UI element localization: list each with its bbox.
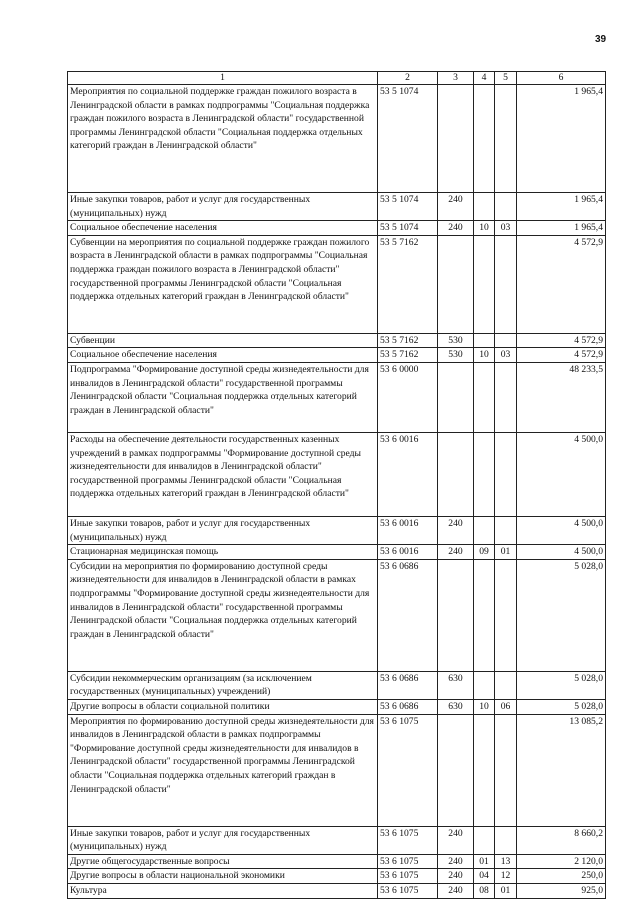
row-section: 10 [474,348,495,363]
table-row [68,826,606,854]
row-amount: 4 572,9 [517,348,606,363]
row-name: Субсидии на мероприятия по формированию доступной среды жизнедеятельности для инвалидов в Ленинградской области в рамках подпрограммы "Формирование доступной среды жизнедеятельности для инвалидов в Ленинградской области" государственной программы Ленинградской области "Социальная поддержка отдельных категорий граждан в Ленинградской области" [68,559,378,671]
row-code: 53 6 0016 [378,516,438,544]
table-row [68,235,606,333]
table-row [68,714,606,826]
row-name: Мероприятия по социальной поддержке граждан пожилого возраста в Ленинградской области в рамках подпрограммы "Социальная поддержка граждан пожилого возраста в Ленинградской области" государственной программы Ленинградской области "Социальная поддержка отдельных категорий граждан в Ленинградской области" [68,85,378,193]
row-expense-type: 530 [438,348,474,363]
row-code: 53 6 0686 [378,671,438,699]
row-name: Расходы на обеспечение деятельности государственных казенных учреждений в рамках подпрограммы "Формирование доступной среды жизнедеятельности для инвалидов в Ленинградской области" государственной программы Ленинградской области "Социальная поддержка отдельных категорий граждан в Ленинградской области" [68,432,378,516]
table-row [68,516,606,544]
row-code: 53 6 1075 [378,883,438,898]
table-row [68,699,606,714]
row-code: 53 5 1074 [378,85,438,193]
row-code: 53 5 1074 [378,193,438,221]
row-name: Стационарная медицинская помощь [68,545,378,560]
row-amount: 4 572,9 [517,333,606,348]
row-expense-type [438,559,474,671]
table-row [68,348,606,363]
table-row [68,854,606,869]
row-section [474,235,495,333]
row-amount: 1 965,4 [517,193,606,221]
row-expense-type [438,235,474,333]
row-subsection [495,516,517,544]
row-amount: 1 965,4 [517,85,606,193]
row-amount: 5 028,0 [517,671,606,699]
row-amount: 250,0 [517,869,606,884]
row-subsection [495,432,517,516]
header-section: 4 [474,72,495,85]
table-row [68,559,606,671]
row-subsection [495,193,517,221]
row-section: 10 [474,699,495,714]
header-amount: 6 [517,72,606,85]
row-name: Мероприятия по формированию доступной среды жизнедеятельности для инвалидов в Ленинградской области в рамках подпрограммы "Формирование доступной среды жизнедеятельности для инвалидов в Ленинградской области" государственной программы Ленинградской области "Социальная поддержка отдельных категорий граждан в Ленинградской области" [68,714,378,826]
row-amount: 5 028,0 [517,559,606,671]
row-expense-type: 240 [438,869,474,884]
row-subsection [495,714,517,826]
table-row [68,362,606,432]
row-name: Субвенции [68,333,378,348]
row-expense-type [438,432,474,516]
row-name: Социальное обеспечение населения [68,221,378,236]
row-expense-type: 240 [438,883,474,898]
header-expense-type: 3 [438,72,474,85]
row-amount: 4 500,0 [517,545,606,560]
row-section: 10 [474,221,495,236]
row-expense-type [438,714,474,826]
row-code: 53 6 0686 [378,559,438,671]
row-name: Другие вопросы в области социальной политики [68,699,378,714]
row-code: 53 5 1074 [378,221,438,236]
table-row [68,221,606,236]
row-amount: 48 233,5 [517,362,606,432]
row-subsection: 13 [495,854,517,869]
row-subsection: 06 [495,699,517,714]
row-expense-type: 240 [438,193,474,221]
row-section [474,333,495,348]
row-section [474,826,495,854]
row-name: Субсидии некоммерческим организациям (за исключением государственных (муниципальных) учреждений) [68,671,378,699]
header-row [68,72,606,85]
row-code: 53 5 7162 [378,235,438,333]
row-name: Иные закупки товаров, работ и услуг для государственных (муниципальных) нужд [68,826,378,854]
row-code: 53 6 1075 [378,854,438,869]
page-number: 39 [595,34,607,45]
row-expense-type: 630 [438,671,474,699]
row-code: 53 5 7162 [378,333,438,348]
row-expense-type: 240 [438,545,474,560]
row-name: Подпрограмма "Формирование доступной среды жизнедеятельности для инвалидов в Ленинградской области" государственной программы Ленинградской области "Социальная поддержка отдельных категорий граждан в Ленинградской области" [68,362,378,432]
row-subsection: 01 [495,883,517,898]
row-section [474,432,495,516]
row-section: 08 [474,883,495,898]
table-row [68,85,606,193]
row-subsection [495,235,517,333]
row-code: 53 6 0000 [378,362,438,432]
row-amount: 1 965,4 [517,221,606,236]
row-subsection [495,85,517,193]
row-section: 04 [474,869,495,884]
row-amount: 4 500,0 [517,432,606,516]
row-expense-type [438,362,474,432]
row-amount: 2 120,0 [517,854,606,869]
row-section: 01 [474,854,495,869]
row-expense-type: 240 [438,826,474,854]
table-row [68,671,606,699]
table-row [68,333,606,348]
row-expense-type: 240 [438,854,474,869]
row-amount: 13 085,2 [517,714,606,826]
row-code: 53 6 0016 [378,545,438,560]
row-expense-type: 630 [438,699,474,714]
row-subsection [495,362,517,432]
table-row [68,869,606,884]
row-subsection [495,333,517,348]
row-name: Иные закупки товаров, работ и услуг для государственных (муниципальных) нужд [68,193,378,221]
header-name: 1 [68,72,378,85]
row-code: 53 6 1075 [378,826,438,854]
row-subsection: 12 [495,869,517,884]
row-name: Другие вопросы в области национальной экономики [68,869,378,884]
header-subsection: 5 [495,72,517,85]
row-section [474,85,495,193]
row-name: Социальное обеспечение населения [68,348,378,363]
row-expense-type: 240 [438,221,474,236]
row-section [474,714,495,826]
row-subsection: 03 [495,221,517,236]
table-body [68,85,606,899]
row-code: 53 6 0686 [378,699,438,714]
row-code: 53 5 7162 [378,348,438,363]
row-expense-type [438,85,474,193]
header-code: 2 [378,72,438,85]
row-code: 53 6 1075 [378,869,438,884]
row-code: 53 6 1075 [378,714,438,826]
row-subsection: 01 [495,545,517,560]
row-amount: 5 028,0 [517,699,606,714]
row-name: Культура [68,883,378,898]
row-subsection [495,559,517,671]
row-expense-type: 240 [438,516,474,544]
row-section [474,671,495,699]
row-section [474,559,495,671]
row-section [474,362,495,432]
table-row [68,545,606,560]
row-section [474,193,495,221]
row-amount: 925,0 [517,883,606,898]
row-subsection: 03 [495,348,517,363]
row-amount: 4 500,0 [517,516,606,544]
row-name: Другие общегосударственные вопросы [68,854,378,869]
row-name: Иные закупки товаров, работ и услуг для государственных (муниципальных) нужд [68,516,378,544]
row-amount: 8 660,2 [517,826,606,854]
table-row [68,883,606,898]
row-subsection [495,671,517,699]
row-section: 09 [474,545,495,560]
row-section [474,516,495,544]
table-row [68,432,606,516]
budget-table [67,71,606,899]
row-subsection [495,826,517,854]
row-code: 53 6 0016 [378,432,438,516]
row-amount: 4 572,9 [517,235,606,333]
table-row [68,193,606,221]
row-expense-type: 530 [438,333,474,348]
row-name: Субвенции на мероприятия по социальной поддержке граждан пожилого возраста в Ленинградской области в рамках подпрограммы "Социальная поддержка граждан пожилого возраста в Ленинградской области" государственной программы Ленинградской области "Социальная поддержка отдельных категорий граждан в Ленинградской области" [68,235,378,333]
